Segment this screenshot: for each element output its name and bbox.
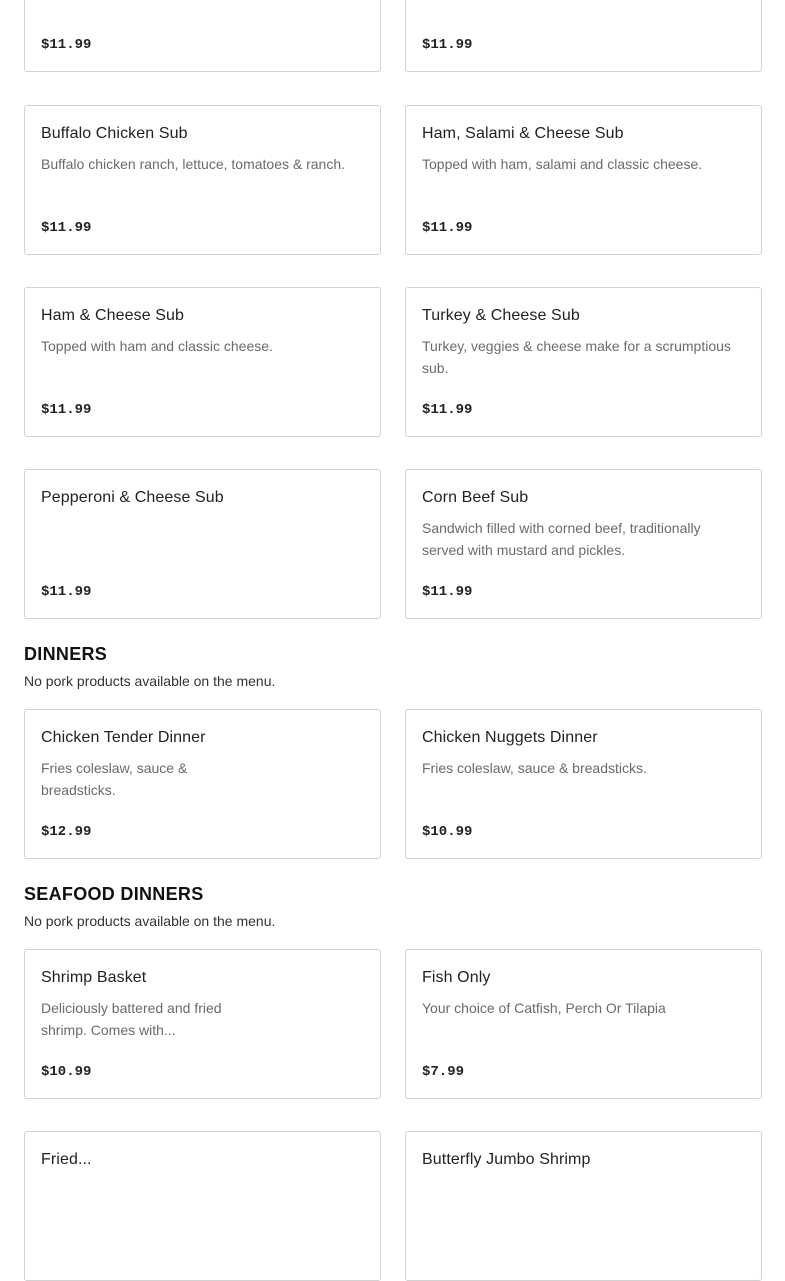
menu-item-price: $7.99 (422, 1064, 465, 1080)
menu-item-name: Fish Only (422, 969, 491, 986)
menu-item-name: Pepperoni & Cheese Sub (41, 489, 224, 506)
menu-item-name: Fried... (41, 1151, 92, 1168)
menu-item-card[interactable] (24, 0, 381, 72)
menu-item-turkey-cheese-sub[interactable] (405, 287, 762, 437)
menu-item-card[interactable] (405, 0, 762, 72)
menu-item-name: Ham & Cheese Sub (41, 307, 185, 324)
menu-item-description: Topped with ham, salami and classic cheese. (422, 156, 703, 172)
menu-item-shrimp-basket[interactable] (24, 949, 381, 1099)
menu-item-price: $11.99 (41, 220, 92, 236)
menu-item-ham-cheese-sub[interactable] (24, 287, 381, 437)
menu-item-description: Fries coleslaw, sauce & breadsticks. (422, 760, 647, 776)
menu-item-price: $11.99 (422, 402, 473, 418)
section-note: No pork products available on the menu. (24, 913, 276, 929)
menu-item-price: $10.99 (422, 824, 473, 840)
menu-item-price: $11.99 (422, 37, 473, 53)
menu-item-corn-beef-sub[interactable] (405, 469, 762, 619)
menu-item-chicken-tender-dinner[interactable] (24, 709, 381, 859)
menu-item-price: $11.99 (41, 402, 92, 418)
menu-item-name: Chicken Tender Dinner (41, 729, 206, 746)
menu-item-description: Topped with ham and classic cheese. (41, 338, 273, 354)
menu-item-name: Shrimp Basket (41, 969, 147, 986)
menu-item-card[interactable] (24, 1131, 381, 1281)
section-title-seafood-dinners: SEAFOOD DINNERS (24, 884, 204, 904)
menu-item-price: $11.99 (422, 220, 473, 236)
menu-item-description: Your choice of Catfish, Perch Or Tilapia (422, 1000, 666, 1016)
menu-item-name: Chicken Nuggets Dinner (422, 729, 598, 746)
menu-item-chicken-nuggets-dinner[interactable] (405, 709, 762, 859)
section-note: No pork products available on the menu. (24, 673, 276, 689)
menu-item-description: Buffalo chicken ranch, lettuce, tomatoes & ranch. (41, 156, 346, 172)
menu-item-name: Butterfly Jumbo Shrimp (422, 1151, 591, 1168)
menu-item-description: Turkey, veggies & cheese make for a scrumptious sub. (422, 338, 731, 376)
menu-item-buffalo-chicken-sub[interactable] (24, 105, 381, 255)
menu-item-fish-only[interactable] (405, 949, 762, 1099)
menu-item-price: $11.99 (41, 584, 92, 600)
menu-item-name: Buffalo Chicken Sub (41, 125, 188, 142)
menu-item-card[interactable] (405, 1131, 762, 1281)
menu-item-pepperoni-cheese-sub[interactable] (24, 469, 381, 619)
menu-item-description: Sandwich filled with corned beef, traditionally served with mustard and pickles. (422, 520, 701, 558)
menu-item-price: $11.99 (41, 37, 92, 53)
menu-item-name: Corn Beef Sub (422, 489, 529, 506)
menu-item-name: Turkey & Cheese Sub (422, 307, 580, 324)
menu-item-price: $10.99 (41, 1064, 92, 1080)
section-title-dinners: DINNERS (24, 644, 108, 664)
menu-item-description: Fries coleslaw, sauce & breadsticks. (41, 760, 188, 798)
menu-item-description: Deliciously battered and fried shrimp. Comes with... (41, 1000, 222, 1038)
menu-item-description (41, 0, 364, 1)
menu-item-price: $12.99 (41, 824, 92, 840)
menu-item-ham-salami-cheese-sub[interactable] (405, 105, 762, 255)
menu-item-price: $11.99 (422, 584, 473, 600)
menu-item-name: Ham, Salami & Cheese Sub (422, 125, 624, 142)
